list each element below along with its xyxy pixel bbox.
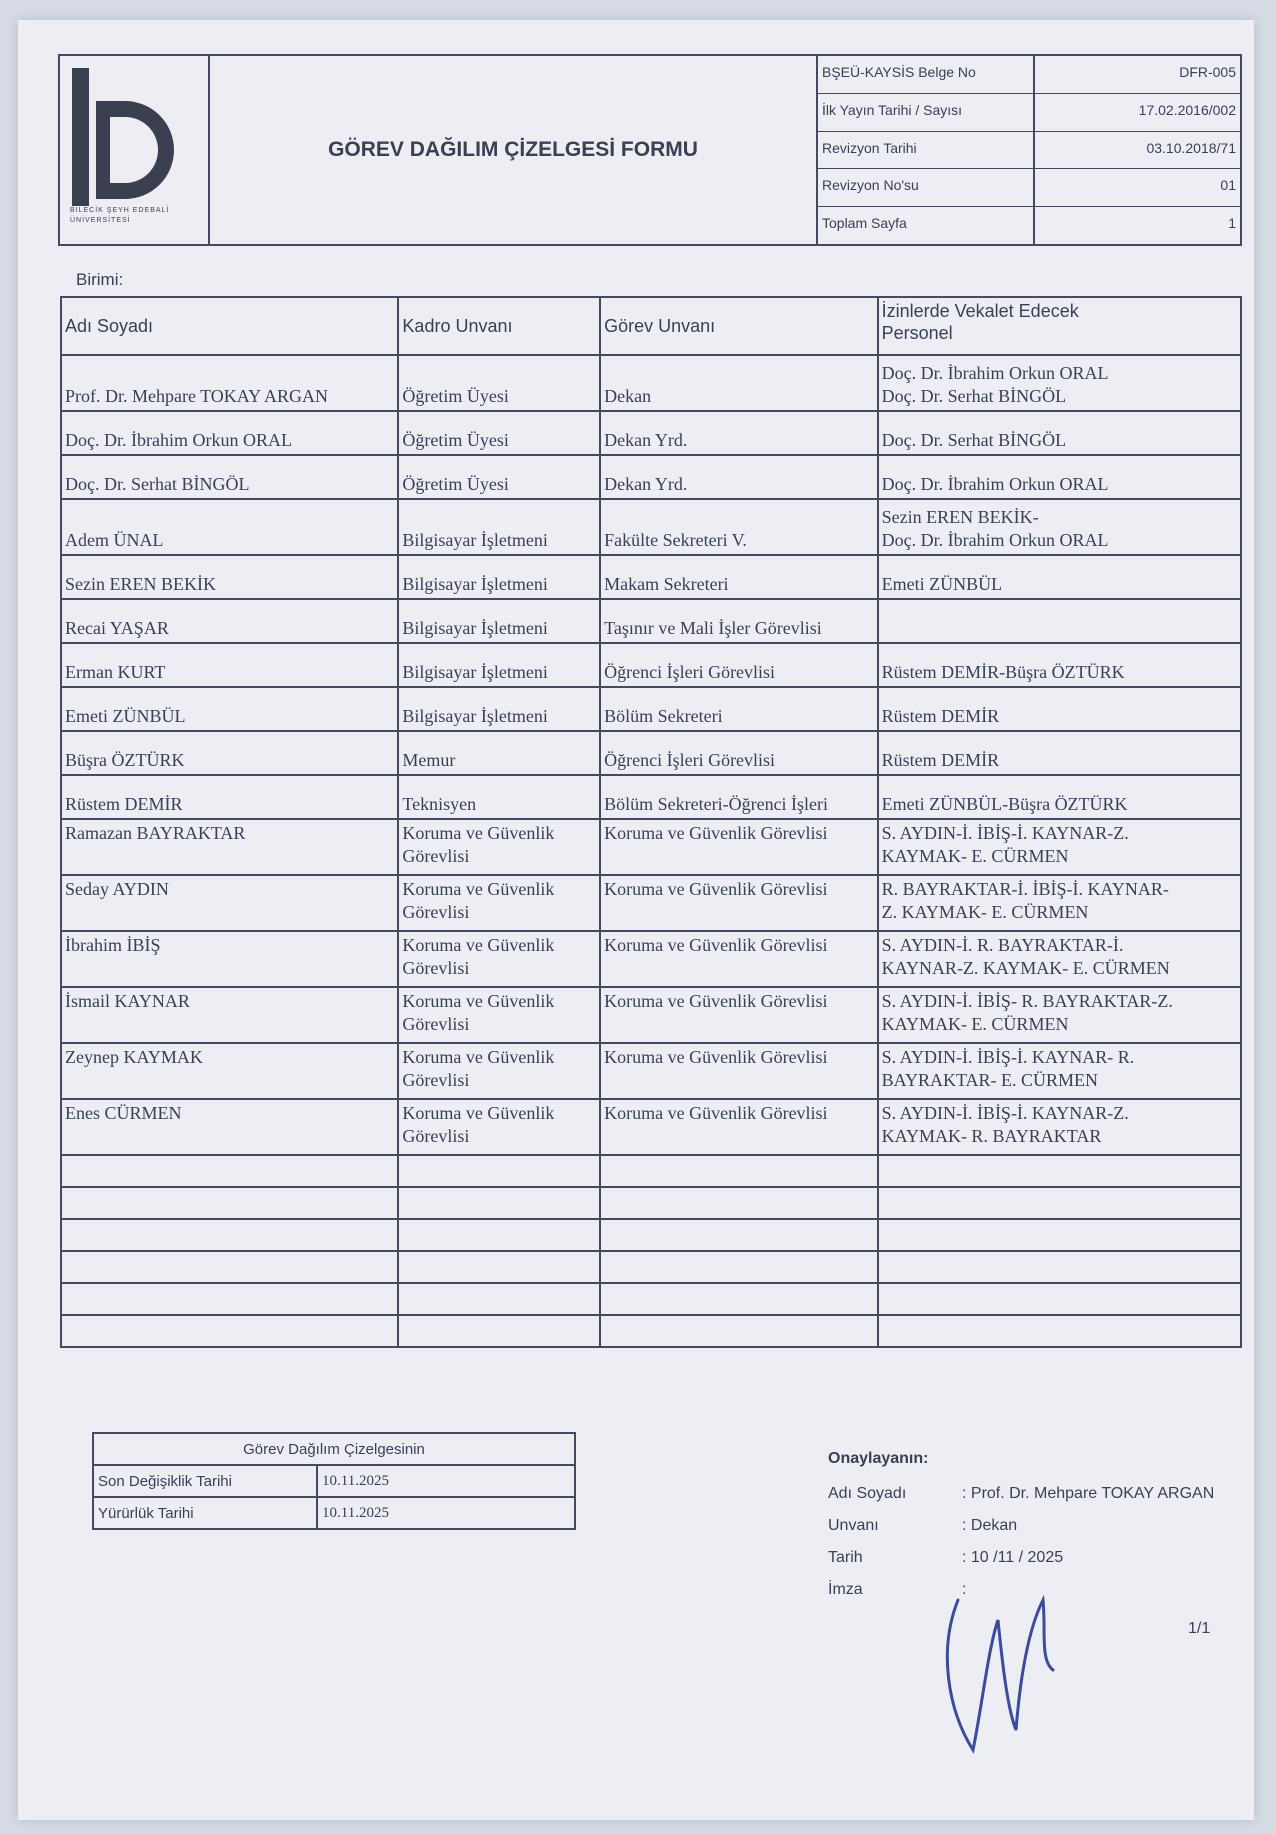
table-row	[61, 599, 1241, 643]
header-vekalet-line: Personel	[881, 323, 953, 343]
empty-cell	[61, 1251, 398, 1283]
vekalet-line: S. AYDIN-İ. İBİŞ-İ. KAYNAR-Z.	[881, 1103, 1129, 1123]
vekalet-line: Doç. Dr. İbrahim Orkun ORAL	[881, 530, 1109, 550]
cell-gorev: Dekan	[600, 355, 877, 411]
table-row	[61, 355, 1241, 411]
vekalet-line: Emeti ZÜNBÜL	[881, 574, 1003, 594]
empty-row	[61, 1283, 1241, 1315]
cell-name: İsmail KAYNAR	[61, 987, 398, 1043]
approval-row	[828, 1510, 1214, 1542]
cell-kadro: Koruma ve Güvenlik Görevlisi	[398, 1099, 600, 1155]
vekalet-line: KAYMAK- E. CÜRMEN	[881, 1014, 1069, 1034]
change-dates-table	[92, 1432, 576, 1530]
cell-vekalet	[878, 411, 1241, 455]
cell-gorev: Fakülte Sekreteri V.	[600, 499, 877, 555]
university-logo	[60, 56, 210, 244]
table-row	[61, 987, 1241, 1043]
cell-vekalet	[878, 643, 1241, 687]
meta-row	[818, 169, 1240, 207]
cell-gorev: Koruma ve Güvenlik Görevlisi	[600, 931, 877, 987]
meta-label: BŞEÜ-KAYSİS Belge No	[818, 56, 1035, 93]
empty-cell	[878, 1283, 1241, 1315]
vekalet-line: Z. KAYMAK- E. CÜRMEN	[881, 902, 1089, 922]
approval-label: Tarih	[828, 1549, 863, 1566]
header-name: Adı Soyadı	[61, 297, 398, 355]
cell-gorev: Koruma ve Güvenlik Görevlisi	[600, 987, 877, 1043]
vekalet-line: Sezin EREN BEKİK-	[881, 507, 1039, 527]
cell-vekalet	[878, 775, 1241, 819]
cell-vekalet	[878, 731, 1241, 775]
table-row	[61, 931, 1241, 987]
meta-row	[818, 94, 1240, 132]
last-change-date: 10.11.2025	[317, 1465, 575, 1497]
cell-name: Doç. Dr. İbrahim Orkun ORAL	[61, 411, 398, 455]
vekalet-line: Doç. Dr. Serhat BİNGÖL	[881, 386, 1067, 406]
empty-row	[61, 1315, 1241, 1347]
header-vekalet-line: İzinlerde Vekalet Edecek	[881, 301, 1079, 321]
cell-name: Rüstem DEMİR	[61, 775, 398, 819]
empty-row	[61, 1219, 1241, 1251]
empty-cell	[878, 1315, 1241, 1347]
cell-name: İbrahim İBİŞ	[61, 931, 398, 987]
cell-gorev: Makam Sekreteri	[600, 555, 877, 599]
cell-vekalet	[878, 819, 1241, 875]
vekalet-line: Doç. Dr. Serhat BİNGÖL	[881, 430, 1067, 450]
cell-vekalet	[878, 1043, 1241, 1099]
cell-kadro: Öğretim Üyesi	[398, 355, 600, 411]
meta-row	[818, 56, 1240, 94]
cell-vekalet	[878, 555, 1241, 599]
vekalet-line: Doç. Dr. İbrahim Orkun ORAL	[881, 363, 1109, 383]
vekalet-line: R. BAYRAKTAR-İ. İBİŞ-İ. KAYNAR-	[881, 879, 1169, 899]
table-row	[61, 499, 1241, 555]
empty-cell	[398, 1315, 600, 1347]
vekalet-line: Rüstem DEMİR-Büşra ÖZTÜRK	[881, 662, 1125, 682]
table-row	[61, 687, 1241, 731]
cell-name: Recai YAŞAR	[61, 599, 398, 643]
vekalet-line: S. AYDIN-İ. İBİŞ-İ. KAYNAR- R.	[881, 1047, 1135, 1067]
table-row	[61, 555, 1241, 599]
empty-cell	[878, 1187, 1241, 1219]
vekalet-line: KAYMAK- E. CÜRMEN	[881, 846, 1069, 866]
header-gorev: Görev Unvanı	[600, 297, 877, 355]
cell-gorev: Bölüm Sekreteri	[600, 687, 877, 731]
cell-name: Prof. Dr. Mehpare TOKAY ARGAN	[61, 355, 398, 411]
cell-kadro: Koruma ve Güvenlik Görevlisi	[398, 931, 600, 987]
cell-kadro: Koruma ve Güvenlik Görevlisi	[398, 819, 600, 875]
unit-label: Birimi:	[76, 270, 124, 289]
last-change-label: Son Değişiklik Tarihi	[93, 1465, 317, 1497]
cell-gorev: Öğrenci İşleri Görevlisi	[600, 731, 877, 775]
cell-kadro: Koruma ve Güvenlik Görevlisi	[398, 987, 600, 1043]
table-row	[61, 1043, 1241, 1099]
vekalet-line: KAYMAK- R. BAYRAKTAR	[881, 1126, 1102, 1146]
cell-vekalet	[878, 455, 1241, 499]
vekalet-line: S. AYDIN-İ. İBİŞ-İ. KAYNAR-Z.	[881, 823, 1129, 843]
cell-kadro: Bilgisayar İşletmeni	[398, 687, 600, 731]
vekalet-line: S. AYDIN-İ. R. BAYRAKTAR-İ.	[881, 935, 1124, 955]
empty-cell	[398, 1283, 600, 1315]
effective-date: 10.11.2025	[317, 1497, 575, 1529]
cell-kadro: Bilgisayar İşletmeni	[398, 499, 600, 555]
cell-name: Sezin EREN BEKİK	[61, 555, 398, 599]
cell-gorev: Öğrenci İşleri Görevlisi	[600, 643, 877, 687]
meta-label: İlk Yayın Tarihi / Sayısı	[818, 94, 1035, 131]
empty-row	[61, 1155, 1241, 1187]
empty-cell	[61, 1219, 398, 1251]
table-row	[61, 455, 1241, 499]
empty-cell	[61, 1315, 398, 1347]
duty-table	[60, 296, 1242, 1348]
cell-kadro: Bilgisayar İşletmeni	[398, 599, 600, 643]
vekalet-line: S. AYDIN-İ. İBİŞ- R. BAYRAKTAR-Z.	[881, 991, 1173, 1011]
vekalet-line: Rüstem DEMİR	[881, 750, 1000, 770]
meta-value: DFR-005	[1179, 64, 1236, 80]
empty-cell	[600, 1283, 877, 1315]
cell-vekalet	[878, 599, 1241, 643]
header-kadro: Kadro Unvanı	[398, 297, 600, 355]
cell-kadro: Teknisyen	[398, 775, 600, 819]
approval-value: : Dekan	[962, 1517, 1018, 1534]
cell-name: Emeti ZÜNBÜL	[61, 687, 398, 731]
cell-name: Enes CÜRMEN	[61, 1099, 398, 1155]
meta-row	[818, 207, 1240, 244]
cell-vekalet	[878, 875, 1241, 931]
empty-cell	[398, 1155, 600, 1187]
table-row	[61, 875, 1241, 931]
meta-label: Revizyon No'su	[818, 169, 1035, 206]
empty-cell	[61, 1187, 398, 1219]
cell-name: Zeynep KAYMAK	[61, 1043, 398, 1099]
cell-vekalet	[878, 687, 1241, 731]
cell-kadro: Koruma ve Güvenlik Görevlisi	[398, 1043, 600, 1099]
cell-gorev: Bölüm Sekreteri-Öğrenci İşleri	[600, 775, 877, 819]
document-meta	[818, 56, 1240, 244]
table-row	[61, 643, 1241, 687]
cell-gorev: Dekan Yrd.	[600, 455, 877, 499]
vekalet-line: Rüstem DEMİR	[881, 706, 1000, 726]
meta-value: 1	[1228, 215, 1236, 232]
empty-cell	[600, 1219, 877, 1251]
vekalet-line: BAYRAKTAR- E. CÜRMEN	[881, 1070, 1099, 1090]
meta-label: Revizyon Tarihi	[818, 132, 1035, 169]
meta-value: 17.02.2016/002	[1138, 101, 1236, 118]
cell-kadro: Koruma ve Güvenlik Görevlisi	[398, 875, 600, 931]
empty-cell	[600, 1251, 877, 1283]
cell-kadro: Öğretim Üyesi	[398, 411, 600, 455]
empty-cell	[878, 1155, 1241, 1187]
cell-gorev: Koruma ve Güvenlik Görevlisi	[600, 875, 877, 931]
cell-kadro: Öğretim Üyesi	[398, 455, 600, 499]
cell-name: Adem ÜNAL	[61, 499, 398, 555]
approval-label: İmza	[828, 1581, 863, 1598]
cell-name: Seday AYDIN	[61, 875, 398, 931]
vekalet-line: Doç. Dr. İbrahim Orkun ORAL	[881, 474, 1109, 494]
empty-cell	[398, 1251, 600, 1283]
approval-label: Unvanı	[828, 1517, 879, 1534]
effective-label: Yürürlük Tarihi	[93, 1497, 317, 1529]
approval-value: : 10 /11 / 2025	[962, 1549, 1064, 1566]
approval-title: Onaylayanın:	[828, 1450, 929, 1467]
page-number: 1/1	[1188, 1620, 1211, 1637]
cell-name: Doç. Dr. Serhat BİNGÖL	[61, 455, 398, 499]
table-row	[61, 731, 1241, 775]
cell-gorev: Koruma ve Güvenlik Görevlisi	[600, 819, 877, 875]
meta-label: Toplam Sayfa	[818, 207, 1035, 244]
meta-row	[818, 132, 1240, 170]
table-row	[61, 775, 1241, 819]
approval-row	[828, 1478, 1214, 1510]
cell-name: Ramazan BAYRAKTAR	[61, 819, 398, 875]
cell-vekalet	[878, 987, 1241, 1043]
cell-gorev: Koruma ve Güvenlik Görevlisi	[600, 1099, 877, 1155]
empty-cell	[878, 1251, 1241, 1283]
cell-kadro: Memur	[398, 731, 600, 775]
approval-value: :	[962, 1581, 967, 1598]
cell-gorev: Dekan Yrd.	[600, 411, 877, 455]
empty-cell	[600, 1155, 877, 1187]
cell-gorev: Taşınır ve Mali İşler Görevlisi	[600, 599, 877, 643]
empty-cell	[61, 1155, 398, 1187]
approval-value: : Prof. Dr. Mehpare TOKAY ARGAN	[962, 1485, 1215, 1502]
empty-cell	[61, 1283, 398, 1315]
table-header-row	[61, 297, 1241, 355]
cell-kadro: Bilgisayar İşletmeni	[398, 643, 600, 687]
document-page	[18, 20, 1254, 1820]
cell-name: Büşra ÖZTÜRK	[61, 731, 398, 775]
cell-kadro: Bilgisayar İşletmeni	[398, 555, 600, 599]
handwritten-signature	[928, 1560, 1078, 1760]
table-row	[61, 1099, 1241, 1155]
empty-cell	[398, 1187, 600, 1219]
logo-text: BİLECİK ŞEYH EDEBALİ ÜNİVERSİTESİ	[70, 207, 170, 224]
empty-cell	[878, 1219, 1241, 1251]
cell-vekalet	[878, 1099, 1241, 1155]
vekalet-line: Emeti ZÜNBÜL-Büşra ÖZTÜRK	[881, 794, 1128, 814]
form-header	[58, 54, 1242, 246]
form-title: GÖREV DAĞILIM ÇİZELGESİ FORMU	[210, 56, 818, 244]
empty-cell	[600, 1315, 877, 1347]
vekalet-line: KAYNAR-Z. KAYMAK- E. CÜRMEN	[881, 958, 1170, 978]
cell-vekalet	[878, 499, 1241, 555]
empty-row	[61, 1187, 1241, 1219]
empty-cell	[600, 1187, 877, 1219]
cell-vekalet	[878, 355, 1241, 411]
dates-caption: Görev Dağılım Çizelgesinin	[93, 1433, 575, 1465]
table-row	[61, 819, 1241, 875]
approval-label: Adı Soyadı	[828, 1485, 907, 1502]
table-row	[61, 411, 1241, 455]
meta-value: 01	[1220, 177, 1236, 194]
meta-value: 03.10.2018/71	[1146, 139, 1236, 156]
cell-vekalet	[878, 931, 1241, 987]
header-vekalet	[878, 297, 1241, 355]
empty-row	[61, 1251, 1241, 1283]
empty-cell	[398, 1219, 600, 1251]
cell-name: Erman KURT	[61, 643, 398, 687]
cell-gorev: Koruma ve Güvenlik Görevlisi	[600, 1043, 877, 1099]
